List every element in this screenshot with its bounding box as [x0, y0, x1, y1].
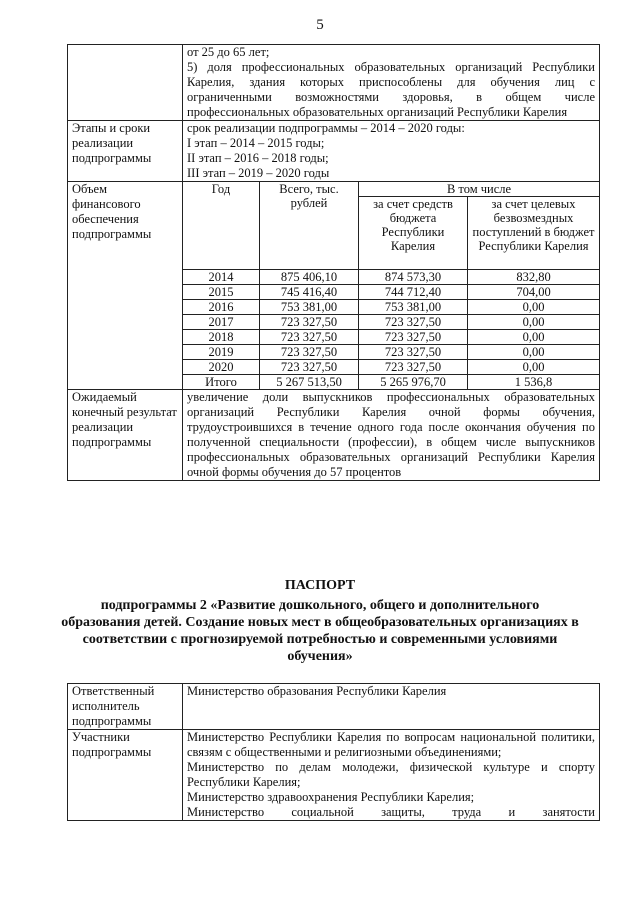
- financing-label: Объем финансового обеспечения подпрограммы: [68, 182, 183, 390]
- grants-cell: 0,00: [468, 360, 600, 375]
- result-label: Ожидаемый конечный результат реализации подпрограммы: [68, 390, 183, 481]
- grants-cell: 704,00: [468, 285, 600, 300]
- indicators-label-cell: [68, 45, 183, 121]
- financing-row: [68, 182, 600, 390]
- stages-line: II этап – 2016 – 2018 годы;: [187, 151, 329, 165]
- indicators-cell: [183, 45, 600, 121]
- total-cell: 745 416,40: [260, 285, 359, 300]
- grants-cell: 0,00: [468, 315, 600, 330]
- participant-line: Министерство социальной защиты, труда и занятости: [187, 805, 595, 819]
- stages-line: III этап – 2019 – 2020 годы: [187, 166, 330, 180]
- table-row: [183, 330, 599, 345]
- financing-header-row: [183, 182, 599, 197]
- indicator-line: от 25 до 65 лет;: [187, 45, 270, 59]
- result-text: увеличение доли выпускников профессиональных образовательных организаций Республики Карелия очной формы обучения, трудоустроившихся в течение одного года после окончания обучения по полученной специальности (профессии), в общем числе выпускников профессиональных образовательных организаций Республики Карелия очной формы обучения до 57 процентов: [183, 390, 600, 481]
- header-including: В том числе: [359, 182, 600, 197]
- grants-cell: 0,00: [468, 330, 600, 345]
- year-cell: 2014: [183, 270, 260, 285]
- stages-line: срок реализации подпрограммы – 2014 – 2020 годы:: [187, 121, 465, 135]
- total-cell: 723 327,50: [260, 360, 359, 375]
- table-row: [183, 345, 599, 360]
- budget-cell: 5 265 976,70: [359, 375, 468, 390]
- year-cell: 2018: [183, 330, 260, 345]
- budget-cell: 744 712,40: [359, 285, 468, 300]
- header-year: Год: [183, 182, 260, 270]
- year-cell: 2015: [183, 285, 260, 300]
- grants-cell: 832,80: [468, 270, 600, 285]
- total-cell: 875 406,10: [260, 270, 359, 285]
- participants-cell: [183, 730, 600, 821]
- budget-cell: 723 327,50: [359, 360, 468, 375]
- year-cell: 2019: [183, 345, 260, 360]
- year-cell: 2017: [183, 315, 260, 330]
- passport-heading: ПАСПОРТ: [284, 578, 356, 593]
- indicators-row: [68, 45, 600, 121]
- result-row: [68, 390, 600, 481]
- header-budget: за счет средств бюджета Республики Карелия: [359, 197, 468, 270]
- page-number: 5: [316, 17, 324, 33]
- indicator-item-5: 5) доля профессиональных образовательных организаций Республики Карелия, здания которых приспособлены для обучения лиц с ограниченными возможностями здоровья, в общем числе профессиональных образовательных организаций Республики Карелия: [187, 60, 595, 119]
- participant-line: Министерство Республики Карелия по вопросам национальной политики, связям с общественными и религиозными объединениями;: [187, 730, 595, 759]
- budget-cell: 723 327,50: [359, 345, 468, 360]
- stages-label: Этапы и сроки реализации подпрограммы: [68, 121, 183, 182]
- grants-cell: 1 536,8: [468, 375, 600, 390]
- passport-subtitle: подпрограммы 2 «Развитие дошкольного, общего и дополнительного образования детей. Создание новых мест в общеобразовательных организациях в соответствии с прогнозируемой потребностью и современными условиями обучения»: [61, 598, 579, 664]
- budget-cell: 723 327,50: [359, 330, 468, 345]
- participant-line: Министерство по делам молодежи, физической культуре и спорту Республики Карелия;: [187, 760, 595, 789]
- financing-table: [183, 182, 599, 389]
- financing-cell: [183, 182, 600, 390]
- executor-row: [68, 684, 600, 730]
- participants-label: Участники подпрограммы: [68, 730, 183, 821]
- subprogram-2-table: [67, 683, 600, 821]
- stages-cell: [183, 121, 600, 182]
- participant-line: Министерство здравоохранения Республики Карелия;: [187, 790, 475, 804]
- table-row: [183, 360, 599, 375]
- total-row: [183, 375, 599, 390]
- stages-line: I этап – 2014 – 2015 годы;: [187, 136, 325, 150]
- year-cell: Итого: [183, 375, 260, 390]
- total-cell: 753 381,00: [260, 300, 359, 315]
- header-grants: за счет целевых безвозмездных поступлений в бюджет Республики Карелия: [468, 197, 600, 270]
- total-cell: 723 327,50: [260, 345, 359, 360]
- executor-value: Министерство образования Республики Карелия: [183, 684, 600, 730]
- table-row: [183, 270, 599, 285]
- year-cell: 2016: [183, 300, 260, 315]
- total-cell: 723 327,50: [260, 315, 359, 330]
- budget-cell: 874 573,30: [359, 270, 468, 285]
- participants-row: [68, 730, 600, 821]
- budget-cell: 723 327,50: [359, 315, 468, 330]
- grants-cell: 0,00: [468, 300, 600, 315]
- grants-cell: 0,00: [468, 345, 600, 360]
- total-cell: 5 267 513,50: [260, 375, 359, 390]
- table-row: [183, 300, 599, 315]
- budget-cell: 753 381,00: [359, 300, 468, 315]
- total-cell: 723 327,50: [260, 330, 359, 345]
- table-row: [183, 315, 599, 330]
- stages-row: [68, 121, 600, 182]
- year-cell: 2020: [183, 360, 260, 375]
- header-total: Всего, тыс. рублей: [260, 182, 359, 270]
- executor-label: Ответственный исполнитель подпрограммы: [68, 684, 183, 730]
- subprogram-1-table: [67, 44, 600, 481]
- table-row: [183, 285, 599, 300]
